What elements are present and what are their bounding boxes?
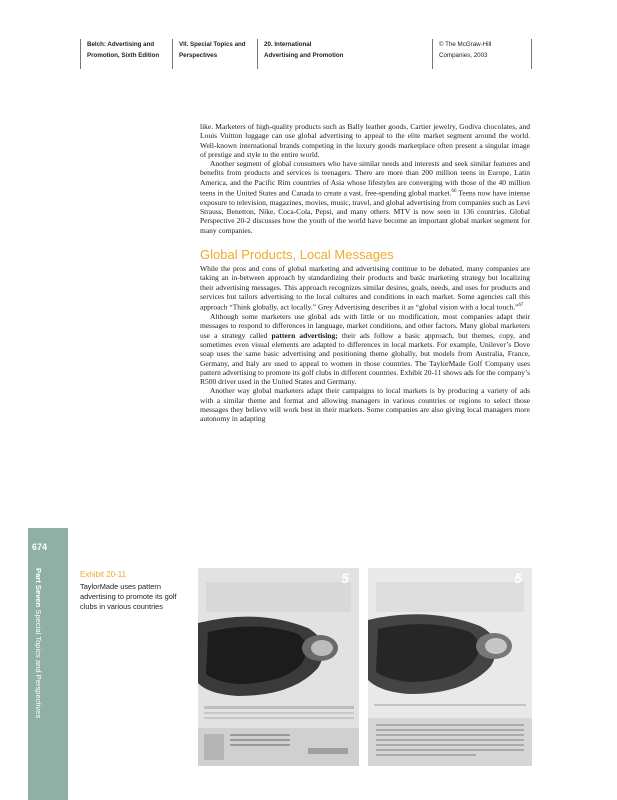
- paragraph-5: Another way global marketers adapt their campaigns to local markets is by producing a variety of ads with a similar theme and format and allowing managers in various countries or regions to select those messages they believe will work best in their markets. Some companies are also giving local managers more autonomy in adapting: [200, 386, 530, 424]
- ad-logo-number: 5: [514, 570, 522, 586]
- part-label-title: Special Topics and Perspectives: [34, 609, 43, 719]
- body-text: [200, 122, 530, 424]
- part-label-bold: Part Seven: [34, 568, 43, 608]
- paragraph-1: like. Marketers of high-quality products such as Bally leather goods, Cartier jewelry, Godiva chocolates, and Louis Vuitton luggage can use global advertising to appeal to the elite market segment around the world. Well-known international brands competing in the luxury goods marketplace often present a singular image of prestige and style to the entire world.: [200, 122, 530, 159]
- exhibit-title: Exhibit 20-11: [80, 570, 127, 579]
- ad-logo-number: 5: [341, 570, 349, 586]
- key-term-pattern-advertising: pattern advertising;: [271, 330, 338, 340]
- header-copyright: © The McGraw-Hill Companies, 2003: [432, 39, 532, 69]
- footnote-67: 67: [518, 303, 524, 309]
- ad-image-germany: [368, 568, 532, 766]
- golf-driver-illustration: [198, 568, 359, 766]
- footnote-66: 66: [451, 189, 457, 195]
- section-heading: Global Products, Local Messages: [200, 247, 394, 263]
- paragraph-4: Although some marketers use global ads with little or no modification, most companies adapt their messages to respond to differences in language, market conditions, and other factors. Many global marketers use a strategy called pattern advertising; their ads follow a basic approach, but themes, copy, and sometimes even visual elements are adapted to differences in local markets. For example, Unilever’s Dove soap uses the same basic advertising and positioning theme globally, but models from Australia, France, Germany, and Italy are used to appeal to women in those countries. The TaylorMade Golf Company uses pattern advertising to promote its golf clubs in different countries. Exhibit 20-11 shows ads for the company’s R500 driver used in the United States and Germany.: [200, 312, 530, 387]
- page-number: 674: [32, 542, 48, 552]
- header-chapter: 20. International Advertising and Promotion: [257, 39, 432, 69]
- ad-image-us: [198, 568, 359, 766]
- golf-driver-illustration: [368, 568, 532, 766]
- header-part: VII. Special Topics and Perspectives: [172, 39, 257, 69]
- paragraph-3: While the pros and cons of global marketing and advertising continue to be debated, many companies are taking an in-between approach by standardizing their products and basic marketing strategy but localizing their advertising messages. This approach recognizes similar desires, goals, needs, and uses for products and services but tailors advertising to the local cultures and conditions in each market. Some agencies call this approach “Think globally, act locally.” Grey Advertising describes it as “global vision with a local touch.”$^{67}$: [200, 264, 530, 312]
- header-book-title: Belch: Advertising and Promotion, Sixth Edition: [80, 39, 172, 69]
- exhibit-caption: TaylorMade uses pattern advertising to promote its golf clubs in various countries: [80, 582, 177, 611]
- running-header: [80, 39, 532, 69]
- part-label: [31, 568, 47, 768]
- paragraph-2: Another segment of global consumers who have similar needs and interests and seek similar features and benefits from products and services is teenagers. There are more than 200 million teens in Europe, Latin America, and the Pacific Rim countries of Asia whose lifestyles are converging with those of the 40 million teens in the United States and Canada to create a vast, free-spending global market.$^{66}$ Teens now have intense exposure to television, magazines, movies, music, travel, and global advertising from companies such as Levi Strauss, Benetton, Nike, Coca-Cola, Pepsi, and many others. MTV is now seen in 136 countries. Global Perspective 20-2 discusses how the youth of the world have become an important global market segment for many companies.: [200, 159, 530, 235]
